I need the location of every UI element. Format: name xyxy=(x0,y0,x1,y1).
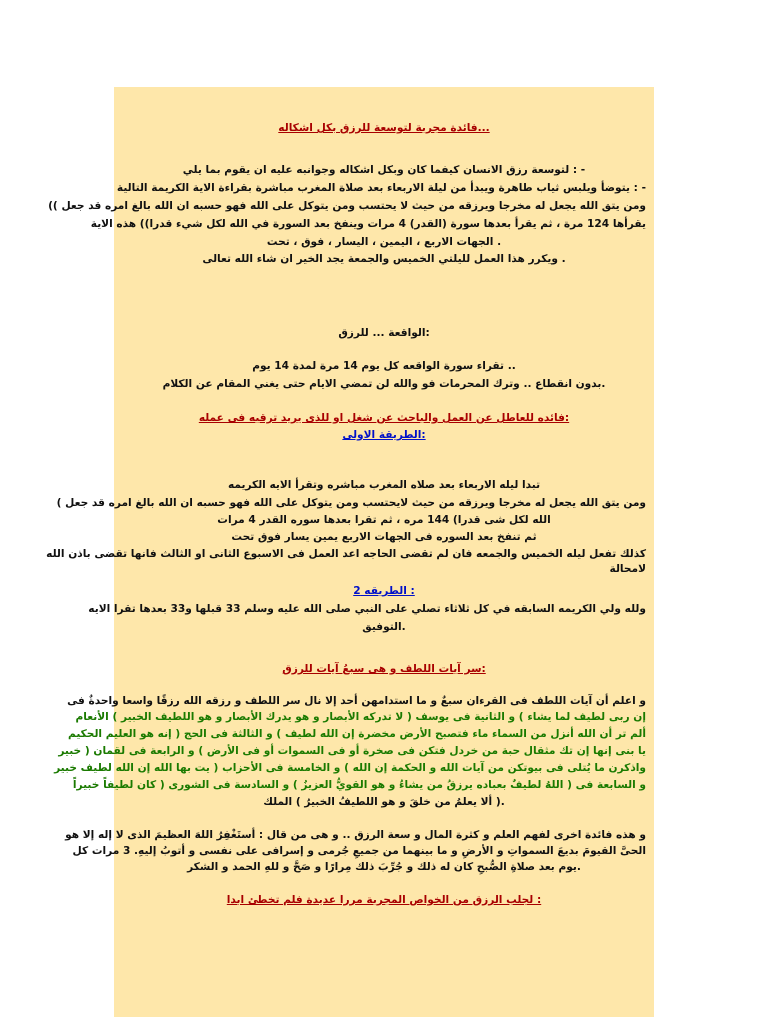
section-heading: :سر آيات اللطف و هى سبعُ آيات للرزق xyxy=(282,663,486,675)
subsection-heading: : الطريقه 2 xyxy=(353,585,415,597)
paragraph-line: كذلك تفعل ليله الخميس والجمعه فان لم تقضى الحاجه اعد العمل فى الاسبوع الثانى او الثالث فانها تقضى باذن الله xyxy=(46,548,646,560)
section-heading: :فائده للعاطل عن العمل والباحث عن شغل او للذى يريد ترقيه فى عمله xyxy=(198,412,570,424)
paragraph-line: ثم تنفخ بعد السوره فى الجهات الاربع يمين يسار فوق تحت xyxy=(231,531,537,543)
paragraph-line: ومن يتق الله يجعل له مخرجا ويرزقه من حيث لا يحتسب ومن يتوكل على الله فهو حسبه ان الله بالغ امره قد جعل )) xyxy=(48,200,646,212)
paragraph-line: ولله ولي الكريمه السابقه في كل ثلاثاء تصلي على النبي صلى الله عليه وسلم 33 قبلها و33 بعدها تقرا الايه xyxy=(88,603,646,615)
document-page xyxy=(46,87,654,1017)
title-heading: ...فائدة مجربة لتوسعة للرزق بكل اشكاله xyxy=(278,122,490,134)
paragraph-line: - : يتوضأ ويلبس ثياب طاهرة ويبدأ من ليلة الاربعاء بعد صلاة المغرب مباشرة بقراءة الاية الكريمة التالية xyxy=(116,182,646,194)
paragraph-line: لامحالة xyxy=(609,563,646,575)
paragraph-line: و اعلم أن آيات اللطف فى القرءان سبعٌ و ما استدامهن أحد إلا نال سر اللطف و رزقه الله رزقًا واسعا واحدةٌ فى xyxy=(67,695,646,707)
paragraph-line: ألم تر أن الله أنزل من السماء ماء فتصبح الأرض مخضرة إن الله لطيف ) و الثالثة فى الحج ( إنه هو العليم الحكيم xyxy=(68,728,646,740)
paragraph-line: و السابعة فى ( اللهُ لطيفٌ بعباده يرزقُ من يشاءُ و هو القويُّ العزيزُ ) و السادسة فى الشورى ( كان لطيفاً خبيراً xyxy=(72,779,646,791)
paragraph-line: - : لتوسعة رزق الانسان كيفما كان وبكل اشكاله وجوانبه عليه ان يقوم بما يلي xyxy=(182,164,586,176)
paragraph-line: .يوم بعد صلاةِ الصُّبحِ كان له ذلك و جُرِّبَ ذلك مِرارًا و صَحَّ و للهِ الحمد و الشكر xyxy=(187,861,581,873)
section-heading: :الواقعة ... للرزق xyxy=(338,327,430,339)
paragraph-line: واذكرن ما يُتلى فى بيوتكن من آيات الله و الحكمة إن الله ) و الخامسة فى الأحزاب ( يت بها الله إن الله لطيف خبير xyxy=(54,762,646,774)
paragraph-line: الحىَّ القيومَ بديعَ السمواتِ و الأرضِ و ما بينهما من جميعِ جُرمى و إسرافى على نفسى و أتوبُ إليهِ. 3 مرات كل xyxy=(72,845,646,857)
paragraph-line: . الجهات الاربع ، اليمين ، اليسار ، فوق ، تحت xyxy=(266,236,502,248)
subsection-heading: :الطريقة الاولى xyxy=(342,429,426,441)
paragraph-line: .بدون انقطاع .. وترك المحرمات فو والله لن تمضي الايام حتى يغني المقام عن الكلام xyxy=(162,378,606,390)
section-heading: : لجلب الرزق من الخواص المجربة مررا عديدة فلم تخطئ ابدا xyxy=(226,894,542,906)
paragraph-line: و هذه فائدة اخرى لفهم العلم و كثرة المال و سعة الرزق .. و هى من قال : أستَغْفِرُ اللهَ العظيمَ الذى لا إله إلا هو xyxy=(65,829,646,841)
paragraph-line: .( ألا يعلمُ من خلقَ و هو اللطيفُ الخبيرُ ) الملك xyxy=(263,796,505,808)
paragraph-line: تبدا ليله الاربعاء بعد صلاه المغرب مباشره وتقرأ الايه الكريمه xyxy=(227,479,541,491)
paragraph-line: . ويكرر هذا العمل لليلتي الخميس والجمعة يجد الخير ان شاء الله تعالى xyxy=(202,253,566,265)
paragraph-line: .التوفيق xyxy=(362,621,406,633)
paragraph-line: .. تقراء سورة الواقعه كل يوم 14 مرة لمدة 14 يوم xyxy=(252,360,516,372)
paragraph-line: يا بنى إنها إن تك مثقال حبة من خردل فتكن فى صخرة أو فى السموات أو فى الأرض ) و الرابعة فى لقمان ( خبير xyxy=(58,745,646,757)
paragraph-line: يقرأها 124 مرة ، ثم يقرأ بعدها سورة (القدر) 4 مرات وينفخ بعد السورة في الله لكل شيء قدرا)) هذه الاية xyxy=(90,218,646,230)
paragraph-line: إن ربى لطيف لما يشاء ) و الثانية فى يوسف ( لا تدركه الأبصار و هو يدرك الأبصار و هو اللطيف الخبير ) الأنعام xyxy=(75,711,646,723)
paragraph-line: الله لكل شى قدرا) 144 مره ، ثم تقرا بعدها سوره القدر 4 مرات xyxy=(217,514,551,526)
paragraph-line: ومن يتق الله يجعل له مخرجا ويرزقه من حيث لايحتسب ومن يتوكل على الله فهو حسبه ان الله بالغ امره قد جعل ) xyxy=(56,497,646,509)
